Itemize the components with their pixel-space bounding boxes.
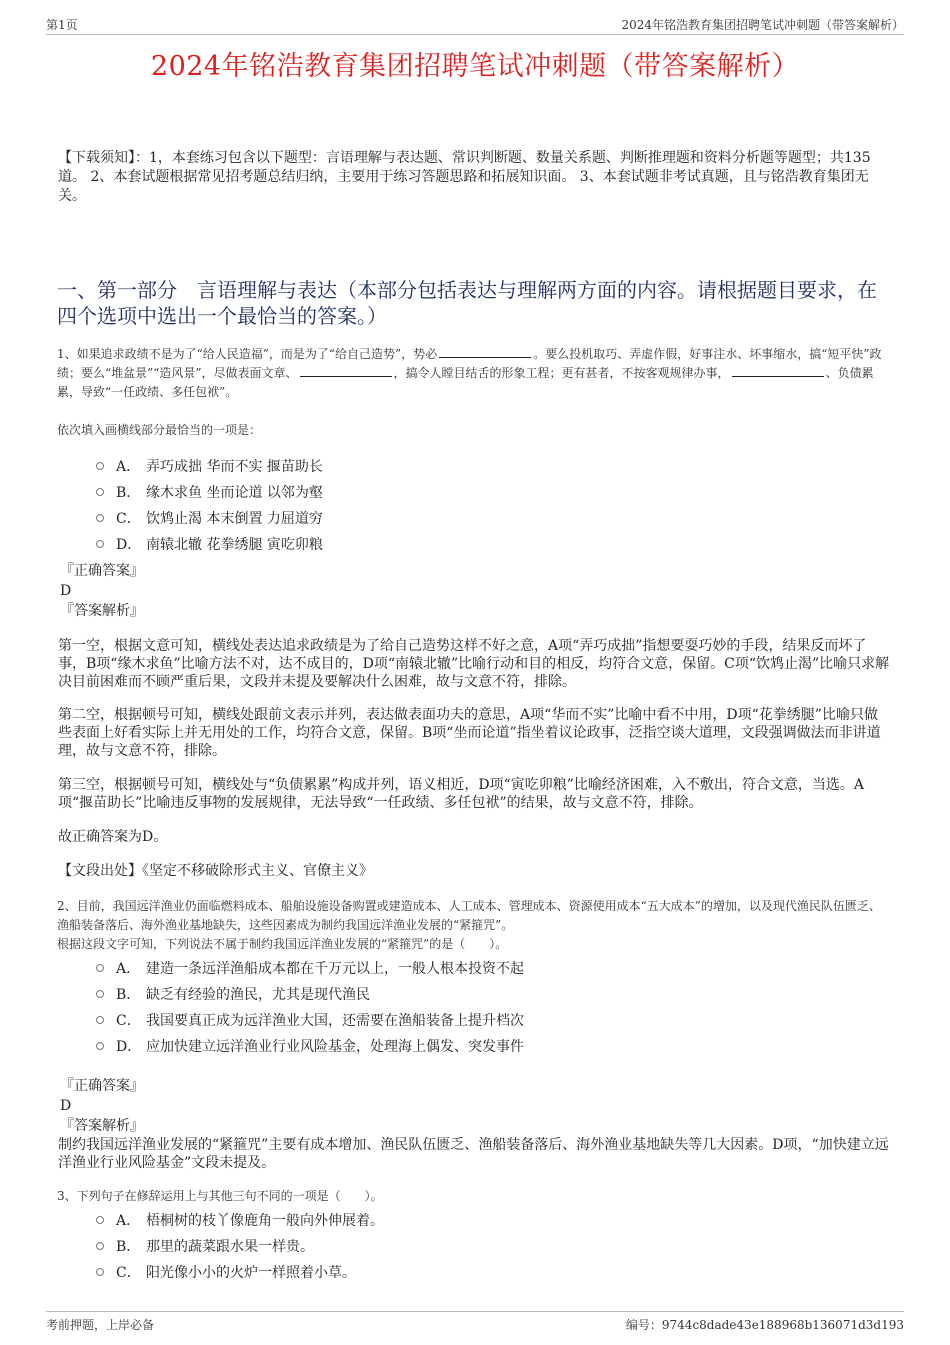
source-note: 【文段出处】《坚定不移破除形式主义、官僚主义》 (58, 863, 373, 879)
answer-label: 『正确答案』 (60, 563, 144, 579)
question-2-prompt: 根据这段文字可知，下列说法不属于制约我国远洋渔业发展的“紧箍咒”的是（ ）。 (57, 937, 508, 951)
option-a[interactable]: A． 弄巧成拙 华而不实 揠苗助长 (96, 453, 323, 479)
page-footer (46, 1311, 904, 1334)
question-1-options (96, 453, 323, 557)
blank-3 (732, 364, 824, 377)
radio-icon (96, 1216, 104, 1224)
option-c[interactable]: C． 阳光像小小的火炉一样照着小草。 (96, 1259, 384, 1285)
page-title: 2024年铭浩教育集团招聘笔试冲刺题（带答案解析） (150, 51, 800, 82)
section-title: 一、第一部分 言语理解与表达（本部分包括表达与理解两方面的内容。请根据题目要求，在四个选项中选出一个最恰当的答案。） (57, 278, 877, 328)
question-3-text: 3、下列句子在修辞运用上与其他三句不同的一项是（ ）。 (57, 1189, 383, 1203)
download-notice: 【下载须知】：1，本套练习包含以下题型：言语理解与表达题、常识判断题、数量关系题、判断推理题和资料分析题等题型；共135道。 2、本套试题根据常见招考题总结归纳，主要用于练习答题思路和拓展知识面。 3、本套试题非考试真题，且与铭浩教育集团无关。 (58, 150, 871, 204)
radio-icon (96, 964, 104, 972)
option-a[interactable]: A． 建造一条远洋渔船成本都在千万元以上，一般人根本投资不起 (96, 955, 524, 981)
analysis-label: 『答案解析』 (60, 603, 144, 619)
correct-answer: D (60, 1098, 72, 1114)
analysis-paragraph: 第三空，根据顿号可知，横线处与“负债累累”构成并列，语义相近，D项“寅吃卯粮”比喻经济困难，入不敷出，符合文意，当选。A项“揠苗助长”比喻违反事物的发展规律，无法导致“一任政绩、多任包袱”的结果，故与文意不符，排除。 (58, 777, 864, 811)
option-c[interactable]: C． 饮鸩止渴 本末倒置 力屈道穷 (96, 505, 323, 531)
option-b[interactable]: B． 缘木求鱼 坐而论道 以邻为壑 (96, 479, 323, 505)
question-2-options (96, 955, 524, 1059)
correct-answer: D (60, 583, 72, 599)
page-number: 第1页 (46, 18, 78, 32)
radio-icon (96, 1268, 104, 1276)
option-a[interactable]: A． 梧桐树的枝丫像鹿角一般向外伸展着。 (96, 1207, 384, 1233)
radio-icon (96, 540, 104, 548)
analysis-paragraph: 第一空，根据文意可知，横线处表达追求政绩是为了给自己造势这样不好之意，A项“弄巧成拙”指想要耍巧妙的手段，结果反而坏了事，B项“缘木求鱼”比喻方法不对，达不成目的，D项“南辕北辙”比喻行动和目的相反，均符合文意，保留。C项“饮鸩止渴”比喻只求解决目前困难而不顾严重后果，文段并未提及要解决什么困难，故与文意不符，排除。 (58, 638, 890, 690)
blank-2 (300, 364, 392, 377)
analysis-paragraph: 制约我国远洋渔业发展的“紧箍咒”主要有成本增加、渔民队伍匮乏、渔船装备落后、海外渔业基地缺失等几大因素。D项，“加快建立远洋渔业行业风险基金”文段未提及。 (58, 1137, 889, 1171)
analysis-conclusion: 故正确答案为D。 (58, 829, 168, 845)
question-2-text: 2、目前，我国远洋渔业仍面临燃料成本、船舶设施设备购置或建造成本、人工成本、管理成本、资源使用成本“五大成本”的增加，以及现代渔民队伍匮乏、渔船装备落后、海外渔业基地缺失，这些因素成为制约我国远洋渔业发展的“紧箍咒”。 (57, 899, 881, 932)
option-d[interactable]: D． 应加快建立远洋渔业行业风险基金，处理海上偶发、突发事件 (96, 1033, 524, 1059)
option-b[interactable]: B． 那里的蔬菜跟水果一样贵。 (96, 1233, 384, 1259)
blank-1 (439, 345, 531, 358)
question-1-prompt: 依次填入画横线部分最恰当的一项是： (57, 423, 262, 437)
header-doc-title: 2024年铭浩教育集团招聘笔试冲刺题（带答案解析） (621, 18, 904, 32)
question-3-options (96, 1207, 384, 1285)
radio-icon (96, 514, 104, 522)
radio-icon (96, 1242, 104, 1250)
radio-icon (96, 1016, 104, 1024)
answer-label: 『正确答案』 (60, 1078, 144, 1094)
analysis-paragraph: 第二空，根据顿号可知，横线处跟前文表示并列，表达做表面功夫的意思，A项“华而不实”比喻中看不中用，D项“花拳绣腿”比喻只做些表面上好看实际上并无用处的工作，均符合文意，保留。B项“坐而论道”指坐着议论政事，泛指空谈大道理，文段强调做法而非讲道理，故与文意不符，排除。 (58, 707, 881, 759)
option-c[interactable]: C． 我国要真正成为远洋渔业大国，还需要在渔船装备上提升档次 (96, 1007, 524, 1033)
analysis-label: 『答案解析』 (60, 1118, 144, 1134)
question-1-text: 1、如果追求政绩不是为了“给人民造福”，而是为了“给自己造势”，势必 。要么投机取巧、弄虚作假，好事注水、坏事缩水，搞“短平快”政绩；要么“堆盆景”“造风景”，尽做表面文章、 ，搞令人瞠目结舌的形象工程；更有甚者，不按客观规律办事， 、负债累累，导致“一任政绩、多任包袱”。 (57, 347, 882, 399)
page-header (46, 14, 904, 35)
radio-icon (96, 1042, 104, 1050)
option-b[interactable]: B． 缺乏有经验的渔民，尤其是现代渔民 (96, 981, 524, 1007)
radio-icon (96, 462, 104, 470)
radio-icon (96, 990, 104, 998)
document-id: 编号：9744c8dade43e188968b136071d3d193 (625, 1318, 904, 1332)
option-d[interactable]: D． 南辕北辙 花拳绣腿 寅吃卯粮 (96, 531, 323, 557)
radio-icon (96, 488, 104, 496)
footer-slogan: 考前押题，上岸必备 (46, 1318, 155, 1332)
